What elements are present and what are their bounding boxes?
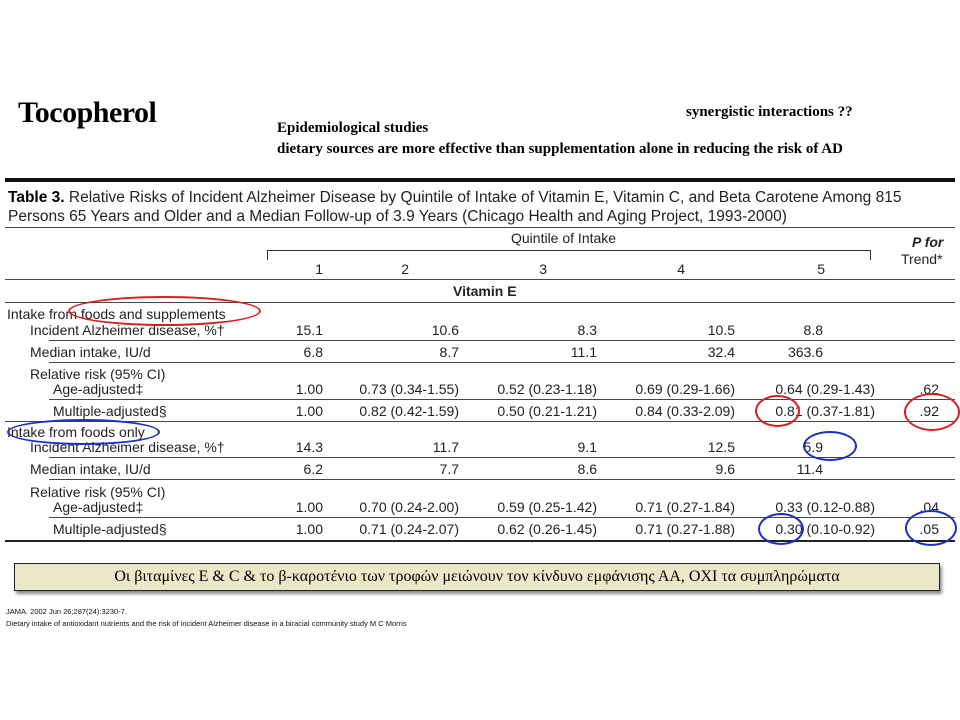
cell: 8.8 — [803, 322, 823, 338]
cell: 0.73 (0.34-1.55) — [359, 381, 459, 397]
caption-label: Table 3. — [8, 189, 65, 206]
divider — [49, 399, 955, 400]
col-header-4: 4 — [677, 261, 685, 277]
cell: 0.81 (0.37-1.81) — [775, 403, 875, 419]
col-header-3: 3 — [539, 261, 547, 277]
col-header-5: 5 — [817, 261, 825, 277]
table-row — [5, 342, 955, 362]
blue-circle-multi-rr — [758, 513, 804, 545]
row-label: Multiple-adjusted§ — [53, 521, 167, 537]
red-circle-section1-title — [68, 296, 261, 326]
red-circle-multi-rr — [755, 395, 800, 427]
citation-journal: JAMA. 2002 Jun 26;287(24):3230-7. — [6, 607, 127, 616]
cell: 6.8 — [303, 344, 323, 360]
cell: 8.7 — [439, 344, 459, 360]
cell: 0.30 (0.10-0.92) — [775, 521, 875, 537]
cell: 363.6 — [787, 344, 823, 360]
cell: 9.6 — [715, 461, 735, 477]
cell: 1.00 — [295, 381, 323, 397]
row-label: Median intake, IU/d — [30, 461, 151, 477]
row-label: Age-adjusted‡ — [53, 499, 144, 515]
epi-line-1: Epidemiological studies — [277, 120, 429, 136]
p-trend-cell: .92 — [919, 403, 939, 419]
data-table — [5, 178, 955, 544]
col-header-2: 2 — [401, 261, 409, 277]
table-row — [5, 401, 955, 421]
cell: 0.64 (0.29-1.43) — [775, 381, 875, 397]
cell: 0.62 (0.26-1.45) — [497, 521, 597, 537]
synergy-note: synergistic interactions ?? — [686, 104, 853, 120]
divider — [49, 517, 955, 518]
section2-title: Intake from foods only — [7, 424, 145, 440]
table-caption — [8, 188, 953, 226]
cell: 1.00 — [295, 403, 323, 419]
cell: 10.6 — [431, 322, 459, 338]
row-label: Relative risk (95% CI) — [30, 366, 166, 382]
table-row — [5, 519, 955, 539]
cell: 11.7 — [432, 439, 459, 455]
blue-circle-section2-title — [7, 419, 160, 445]
cell: 9.1 — [577, 439, 597, 455]
row-label: Incident Alzheimer disease, %† — [30, 439, 225, 455]
p-header-2: Trend* — [901, 251, 943, 267]
cell: 32.4 — [707, 344, 735, 360]
divider — [49, 340, 955, 341]
blue-circle-incident — [803, 431, 857, 461]
cell: 0.71 (0.27-1.88) — [635, 521, 735, 537]
cell: 6.2 — [303, 461, 323, 477]
p-trend-cell: .04 — [919, 499, 939, 515]
p-trend-cell: .05 — [919, 521, 939, 537]
table-bottom-rule — [5, 540, 955, 542]
epidemiology-note — [277, 118, 843, 160]
cell: 0.50 (0.21-1.21) — [497, 403, 597, 419]
row-label: Median intake, IU/d — [30, 344, 151, 360]
red-circle-multi-p — [904, 393, 960, 431]
cell: 0.33 (0.12-0.88) — [775, 499, 875, 515]
col-header-1: 1 — [315, 261, 323, 277]
cell: 5.9 — [803, 439, 823, 455]
cell: 11.1 — [570, 344, 597, 360]
divider — [49, 362, 955, 363]
row-label: Incident Alzheimer disease, %† — [30, 322, 225, 338]
conclusion-callout: Οι βιταμίνες Ε & C & το β-καροτένιο των τροφών μειώνουν τον κίνδυνο εμφάνισης ΑΑ, ΟΧΙ τα συμπληρώματα — [14, 563, 940, 591]
cell: 11.4 — [796, 461, 823, 477]
row-label: Relative risk (95% CI) — [30, 484, 166, 500]
blue-circle-multi-p — [905, 510, 957, 546]
cell: 10.5 — [707, 322, 735, 338]
cell: 0.71 (0.24-2.07) — [359, 521, 459, 537]
citation-article: Dietary intake of antioxidant nutrients and the risk of incident Alzheimer disease in a biracial community study M C Morris — [6, 619, 407, 628]
cell: 1.00 — [295, 521, 323, 537]
slide-title: Tocopherol — [18, 96, 157, 129]
vitamin-label: Vitamin E — [453, 283, 517, 299]
row-label: Multiple-adjusted§ — [53, 403, 167, 419]
divider — [5, 227, 955, 228]
row-label: Age-adjusted‡ — [53, 381, 144, 397]
cell: 0.84 (0.33-2.09) — [635, 403, 735, 419]
cell: 7.7 — [439, 461, 459, 477]
column-header-row — [5, 259, 955, 279]
quintile-header: Quintile of Intake — [511, 230, 617, 246]
section1-title: Intake from foods and supplements — [7, 306, 226, 322]
divider — [5, 279, 955, 280]
caption-text: Relative Risks of Incident Alzheimer Disease by Quintile of Intake of Vitamin E, Vitamin C, and Beta Carotene Among 815 Persons 65 Years and Older and a Median Follow-up of 3.9 Years (Chicago Health and Aging Project, 1993-2000) — [8, 189, 902, 225]
cell: 0.70 (0.24-2.00) — [359, 499, 459, 515]
p-trend-cell: .62 — [919, 381, 939, 397]
divider — [49, 479, 955, 480]
p-header-1: P for — [912, 234, 944, 250]
cell: 15.1 — [295, 322, 323, 338]
cell: 12.5 — [707, 439, 735, 455]
cell: 8.3 — [577, 322, 597, 338]
cell: 0.52 (0.23-1.18) — [497, 381, 597, 397]
cell: 0.82 (0.42-1.59) — [359, 403, 459, 419]
table-row — [5, 497, 955, 517]
table-top-rule — [5, 178, 955, 182]
cell: 0.69 (0.29-1.66) — [635, 381, 735, 397]
cell: 1.00 — [295, 499, 323, 515]
cell: 14.3 — [295, 439, 323, 455]
table-row — [5, 379, 955, 399]
cell: 0.71 (0.27-1.84) — [635, 499, 735, 515]
table-row — [5, 459, 955, 479]
cell: 0.59 (0.25-1.42) — [497, 499, 597, 515]
epi-line-2: dietary sources are more effective than supplementation alone in reducing the risk of AD — [277, 141, 843, 157]
cell: 8.6 — [577, 461, 597, 477]
